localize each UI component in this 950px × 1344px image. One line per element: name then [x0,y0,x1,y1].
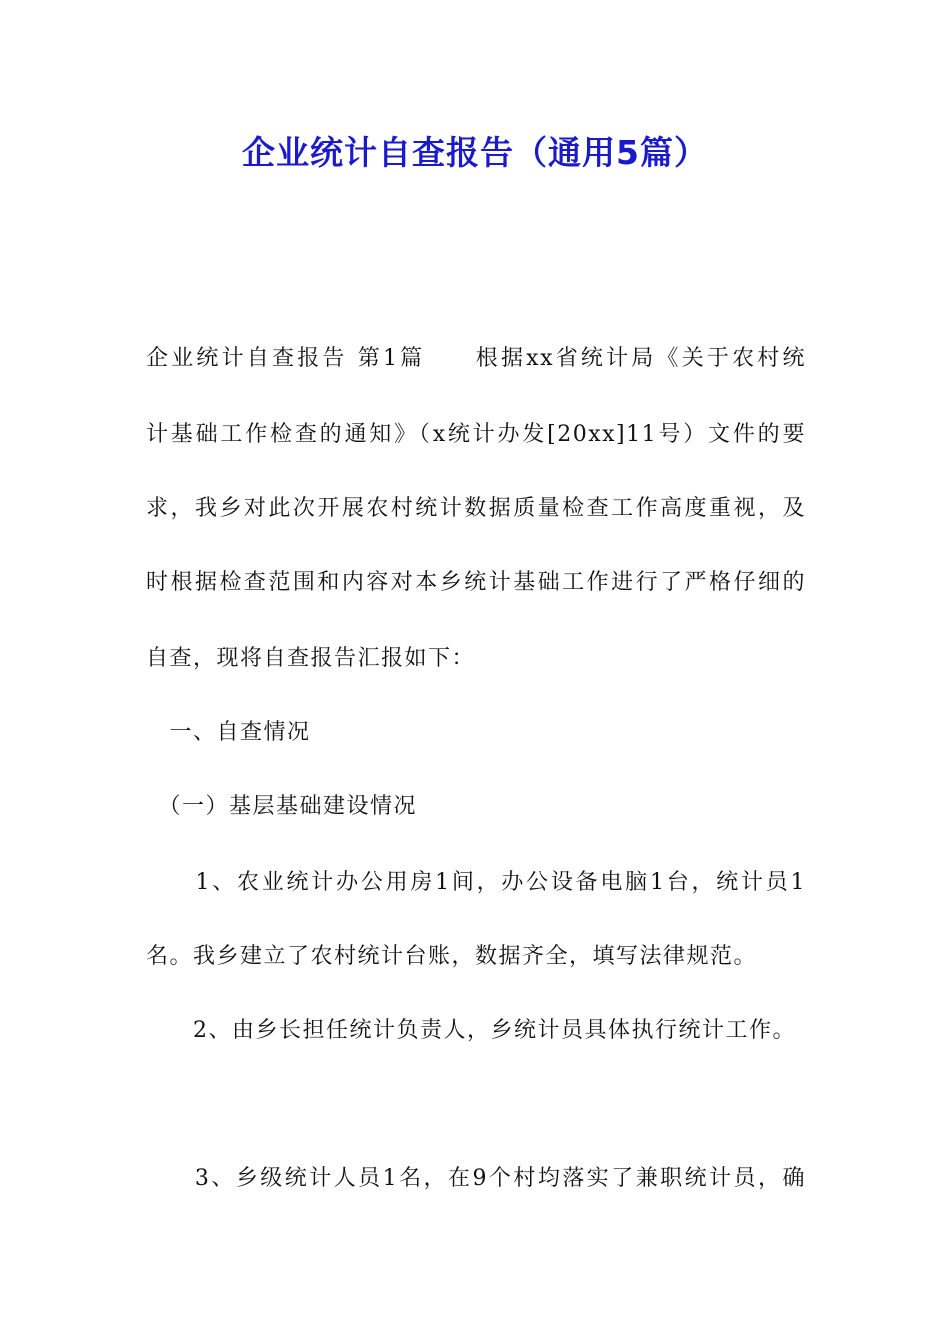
paragraph-line-2: 计基础工作检查的通知》（x统计办发[20xx]11号）文件的要 [146,422,806,447]
paragraph-line-3: 求，我乡对此次开展农村统计数据质量检查工作高度重视，及 [146,496,806,521]
section-heading: 一、自查情况 [146,720,311,745]
paragraph-line-5: 自查，现将自查报告汇报如下： [146,646,476,671]
paragraph-line-9: 名。我乡建立了农村统计台账，数据齐全，填写法律规范。 [146,944,758,969]
paragraph-line-1: 企业统计自查报告 第1篇 根据xx省统计局《关于农村统 [146,346,806,371]
paragraph-line-10: 2、由乡长担任统计负责人，乡统计员具体执行统计工作。 [146,1018,796,1043]
paragraph-line-11: 3、乡级统计人员1名，在9个村均落实了兼职统计员，确 [146,1166,806,1191]
subsection-heading: （一）基层基础建设情况 [146,794,418,819]
document-title: 企业统计自查报告（通用5篇） [242,133,708,172]
paragraph-line-4: 时根据检查范围和内容对本乡统计基础工作进行了严格仔细的 [146,570,806,595]
paragraph-line-8: 1、农业统计办公用房1间，办公设备电脑1台，统计员1 [146,870,806,895]
